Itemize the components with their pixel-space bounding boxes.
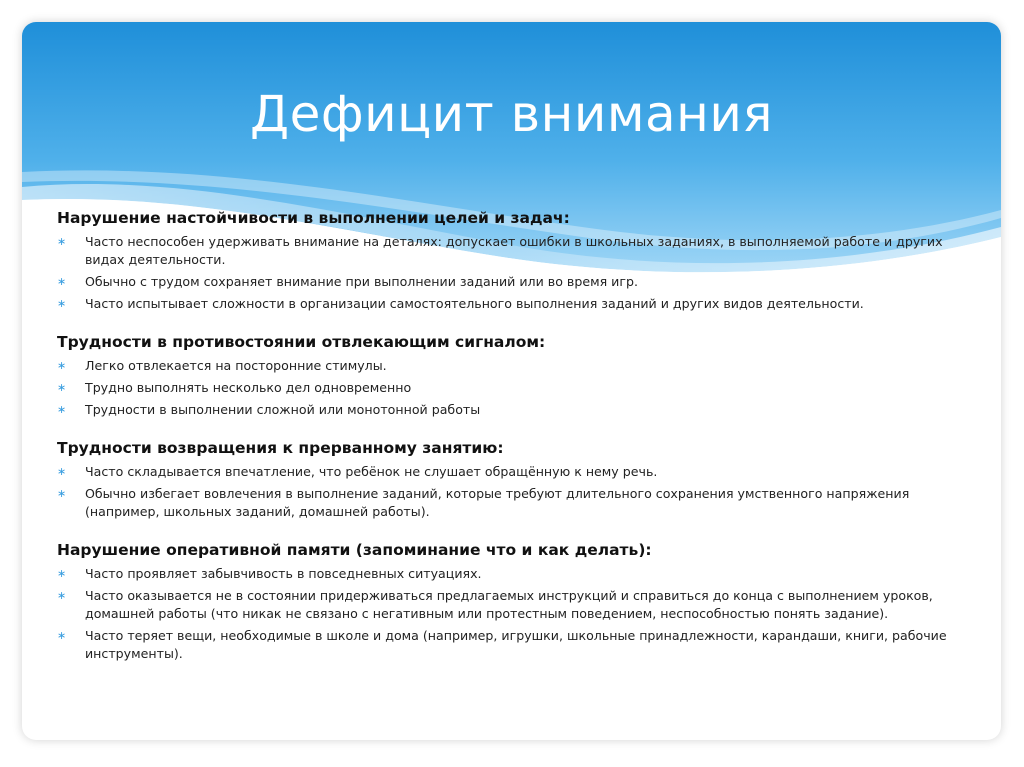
list-item bbox=[57, 401, 972, 419]
asterisk-icon: ∗ bbox=[57, 487, 67, 500]
asterisk-icon: ∗ bbox=[57, 235, 67, 248]
section-title: Нарушение настойчивости в выполнении целей и задач: bbox=[57, 209, 570, 227]
bullet-list bbox=[57, 357, 972, 419]
item-text: Часто теряет вещи, необходимые в школе и дома (например, игрушки, школьные принадлежности, карандаши, книги, рабочие инструменты). bbox=[85, 628, 947, 661]
list-item bbox=[57, 627, 972, 663]
list-item bbox=[57, 565, 972, 583]
list-item bbox=[57, 463, 972, 481]
bullet-list bbox=[57, 463, 972, 521]
section-persistence bbox=[57, 208, 972, 313]
item-text: Часто неспособен удерживать внимание на деталях: допускает ошибки в школьных заданиях, в выполняемой работе и других видах деятельности. bbox=[85, 234, 943, 267]
section-title: Трудности возвращения к прерванному занятию: bbox=[57, 439, 504, 457]
section-return bbox=[57, 438, 972, 521]
item-text: Часто оказывается не в состоянии придерживаться предлагаемых инструкций и справиться до конца с выполнением уроков, домашней работы (что никак не связано с негативным или протестным поведением, неспособностью понять задание). bbox=[85, 588, 933, 621]
list-item bbox=[57, 587, 972, 623]
asterisk-icon: ∗ bbox=[57, 403, 67, 416]
slide-title: Дефицит внимания bbox=[250, 85, 773, 143]
item-text: Трудности в выполнении сложной или монотонной работы bbox=[85, 402, 481, 417]
asterisk-icon: ∗ bbox=[57, 465, 67, 478]
asterisk-icon: ∗ bbox=[57, 359, 67, 372]
item-text: Обычно с трудом сохраняет внимание при выполнении заданий или во время игр. bbox=[85, 274, 638, 289]
item-text: Легко отвлекается на посторонние стимулы. bbox=[85, 358, 387, 373]
item-text: Обычно избегает вовлечения в выполнение заданий, которые требуют длительного сохранения умственного напряжения (например, школьных заданий, домашней работы). bbox=[85, 486, 910, 519]
list-item bbox=[57, 379, 972, 397]
item-text: Трудно выполнять несколько дел одновременно bbox=[85, 380, 412, 395]
bullet-list bbox=[57, 233, 972, 313]
item-text: Часто проявляет забывчивость в повседневных ситуациях. bbox=[85, 566, 482, 581]
section-title: Трудности в противостоянии отвлекающим сигналом: bbox=[57, 333, 546, 351]
asterisk-icon: ∗ bbox=[57, 275, 67, 288]
list-item bbox=[57, 295, 972, 313]
item-text: Часто испытывает сложности в организации самостоятельного выполнения заданий и других видов деятельности. bbox=[85, 296, 864, 311]
bullet-list bbox=[57, 565, 972, 663]
list-item bbox=[57, 273, 972, 291]
item-text: Часто складывается впечатление, что ребёнок не слушает обращённую к нему речь. bbox=[85, 464, 658, 479]
section-title: Нарушение оперативной памяти (запоминание что и как делать): bbox=[57, 541, 652, 559]
slide bbox=[22, 22, 1001, 740]
asterisk-icon: ∗ bbox=[57, 629, 67, 642]
list-item bbox=[57, 485, 972, 521]
list-item bbox=[57, 357, 972, 375]
section-working-memory bbox=[57, 540, 972, 663]
list-item bbox=[57, 233, 972, 269]
asterisk-icon: ∗ bbox=[57, 297, 67, 310]
asterisk-icon: ∗ bbox=[57, 567, 67, 580]
asterisk-icon: ∗ bbox=[57, 381, 67, 394]
asterisk-icon: ∗ bbox=[57, 589, 67, 602]
section-distraction bbox=[57, 332, 972, 419]
content-body bbox=[57, 208, 972, 682]
